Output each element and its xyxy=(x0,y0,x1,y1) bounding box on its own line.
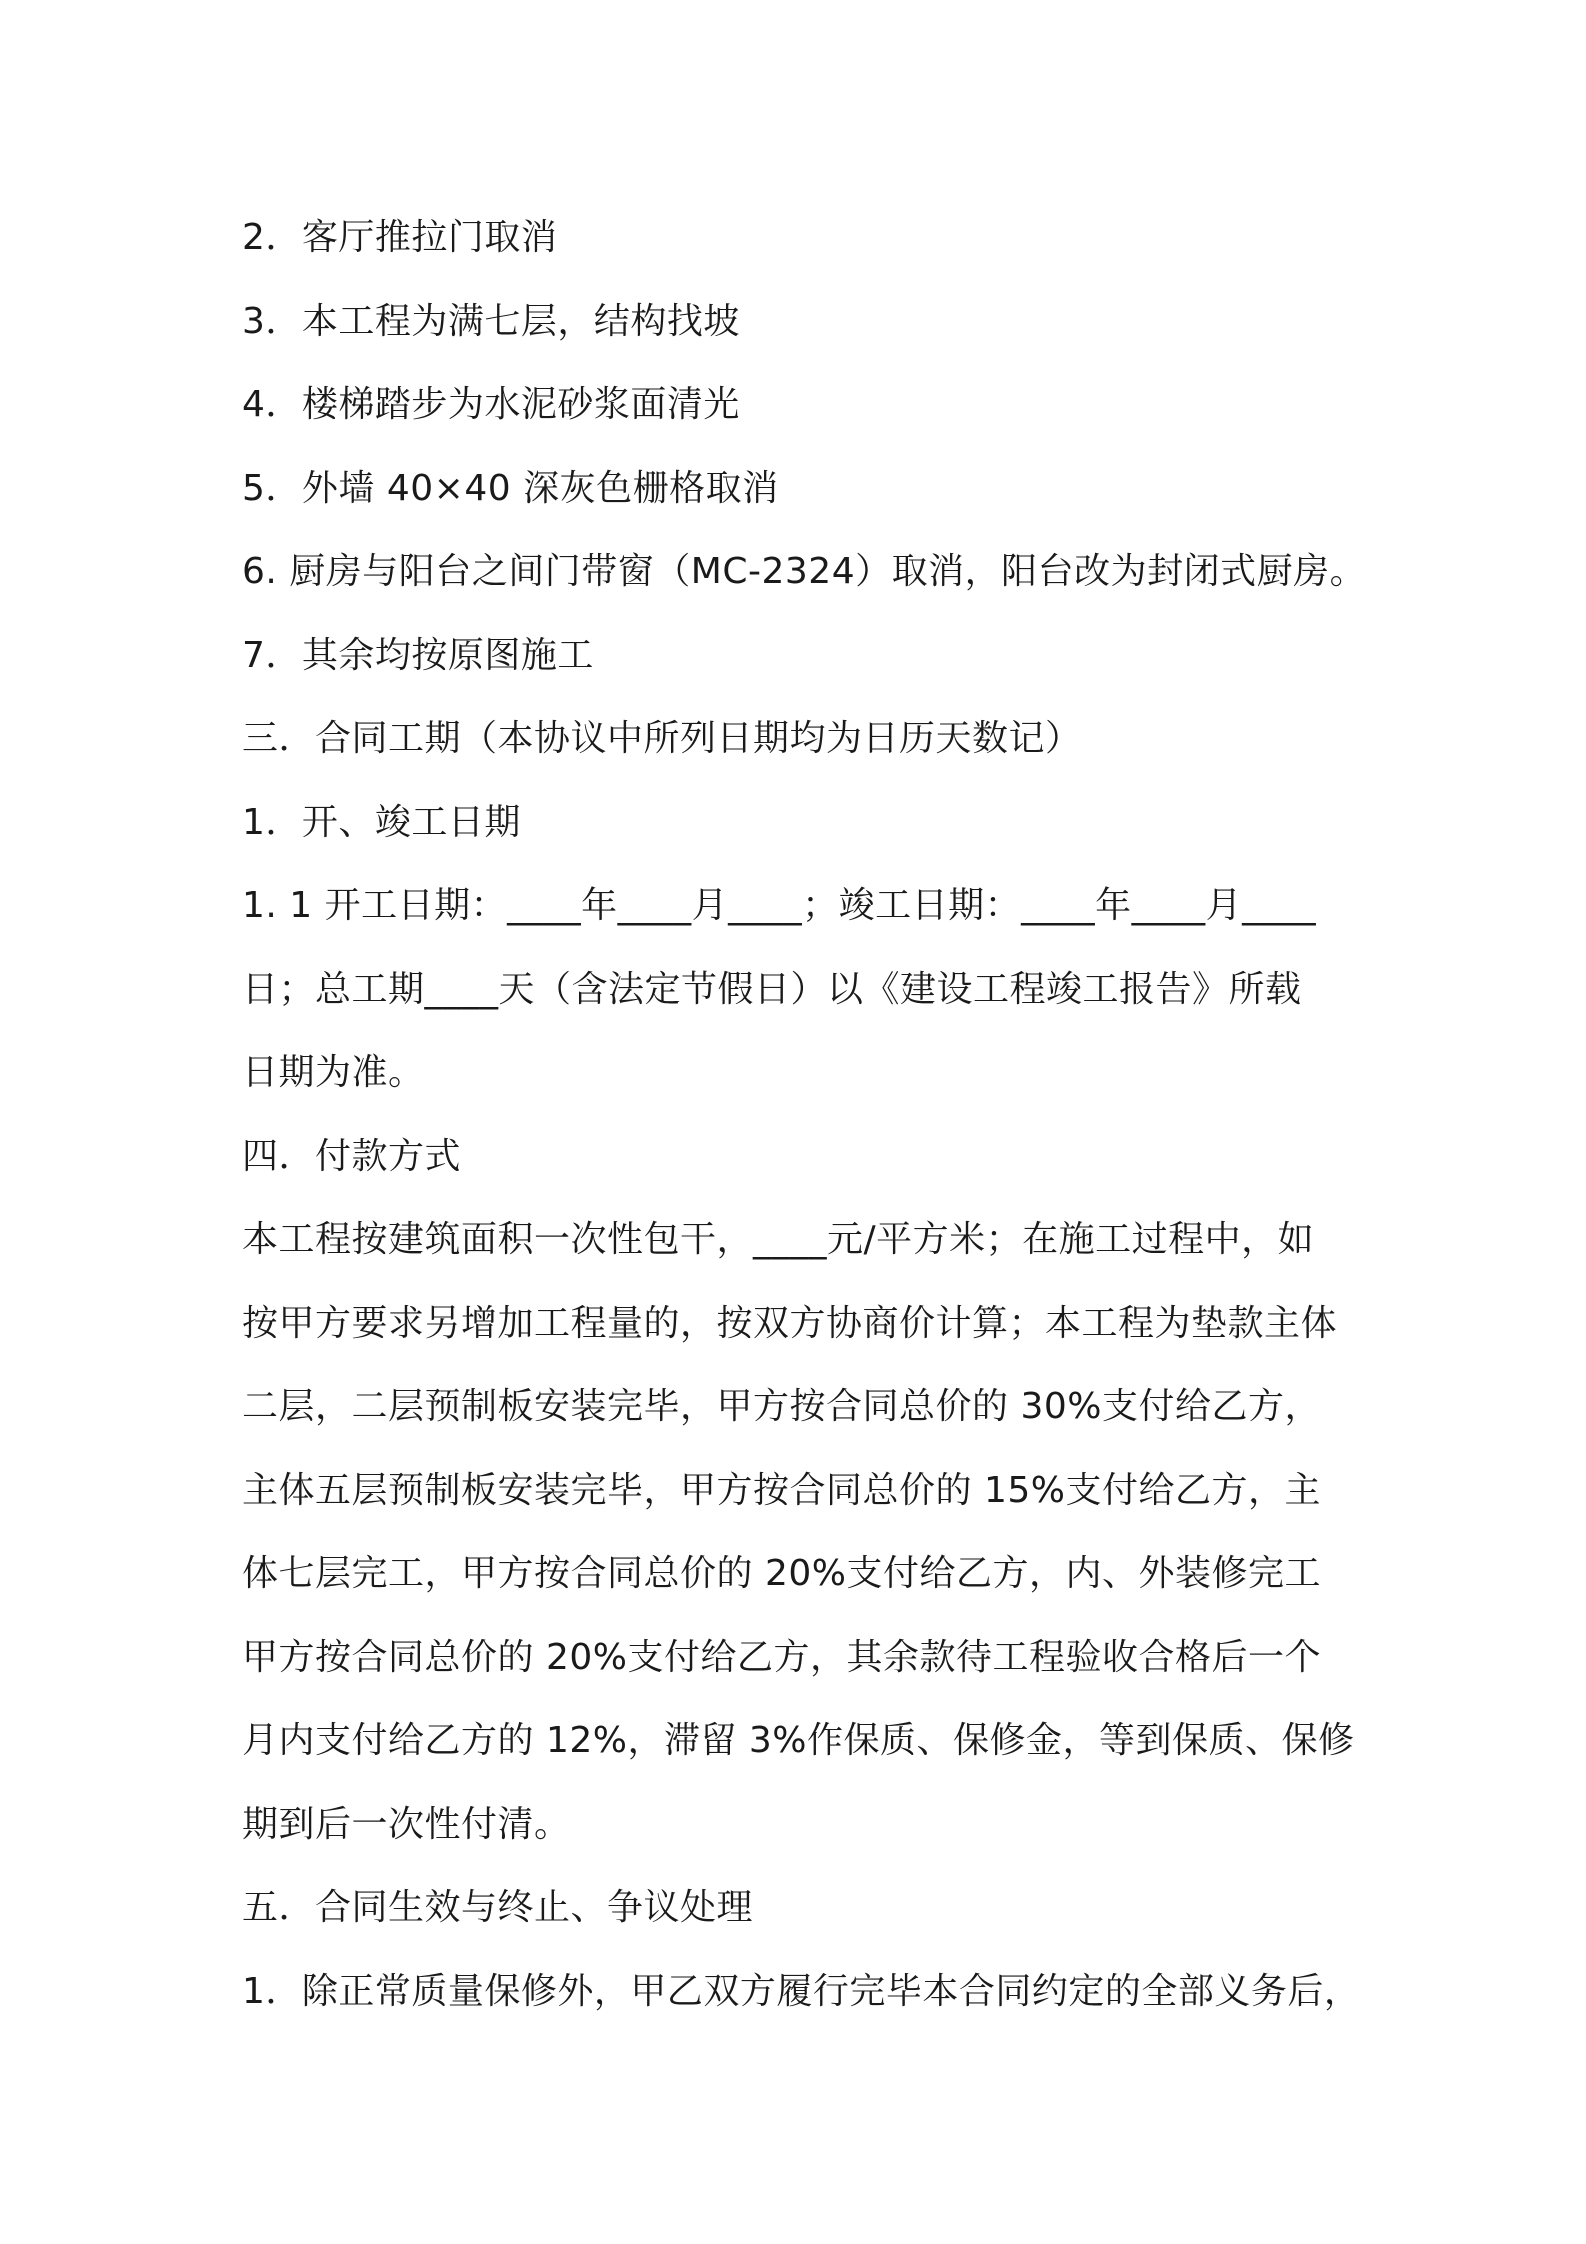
text-line: 按甲方要求另增加工程量的，按双方协商价计算；本工程为垫款主体 xyxy=(242,1302,1338,1344)
text-line: 7．其余均按原图施工 xyxy=(242,634,594,676)
text-line: 1. 1 开工日期：____年____月____；竣工日期：____年____月____ xyxy=(242,885,1317,926)
text-line: 6. 厨房与阳台之间门带窗（MC-2324）取消，阳台改为封闭式厨房。 xyxy=(242,551,1367,592)
text-line: 5．外墙 40×40 深灰色栅格取消 xyxy=(242,467,779,509)
text-line: 日期为准。 xyxy=(242,1052,425,1093)
text-line: 甲方按合同总价的 20%支付给乙方，其余款待工程验收合格后一个 xyxy=(242,1636,1321,1678)
text-line: 3．本工程为满七层，结构找坡 xyxy=(242,300,740,342)
text-line: 1．开、竣工日期 xyxy=(242,801,521,843)
text-line: 月内支付给乙方的 12%，滞留 3%作保质、保修金，等到保质、保修 xyxy=(242,1720,1355,1761)
text-line: 体七层完工，甲方按合同总价的 20%支付给乙方，内、外装修完工 xyxy=(242,1553,1321,1594)
text-line: 4．楼梯踏步为水泥砂浆面清光 xyxy=(242,384,740,425)
text-line: 本工程按建筑面积一次性包干，____元/平方米；在施工过程中，如 xyxy=(242,1219,1315,1260)
section-heading: 五．合同生效与终止、争议处理 xyxy=(242,1887,754,1928)
text-line: 二层，二层预制板安装完毕，甲方按合同总价的 30%支付给乙方， xyxy=(242,1386,1321,1427)
text-line: 期到后一次性付清。 xyxy=(242,1803,571,1845)
text-line: 主体五层预制板安装完毕，甲方按合同总价的 15%支付给乙方，主 xyxy=(242,1469,1321,1511)
section-heading: 三．合同工期（本协议中所列日期均为日历天数记） xyxy=(242,718,1082,759)
text-line: 2．客厅推拉门取消 xyxy=(242,217,558,258)
document-body xyxy=(242,196,1372,2033)
text-line: 1．除正常质量保修外，甲乙双方履行完毕本合同约定的全部义务后， xyxy=(242,1970,1361,2012)
section-heading: 四．付款方式 xyxy=(242,1135,462,1177)
text-line: 日；总工期____天（含法定节假日）以《建设工程竣工报告》所载 xyxy=(242,968,1302,1010)
